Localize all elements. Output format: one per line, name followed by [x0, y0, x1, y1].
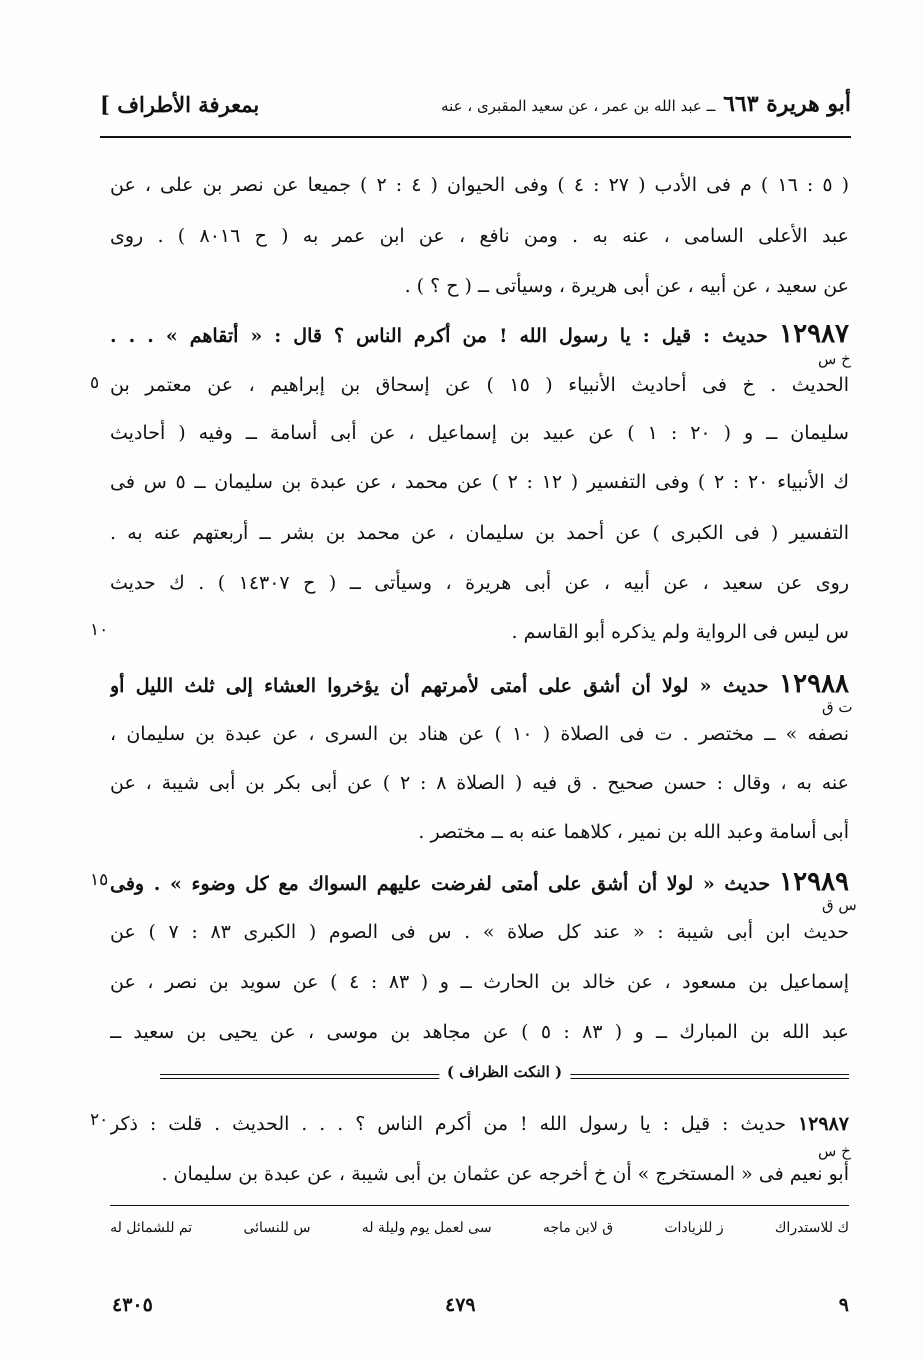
entry-number: ١٢٩٨٨ — [779, 669, 849, 699]
sigla-marker: س ق — [822, 896, 857, 914]
folio-page-number: ٤٧٩ — [445, 1294, 476, 1316]
text-line: الحديث . خ فى أحاديث الأنبياء ( ١٥ ) عن إسحاق بن إبراهيم ، عن معتمر بن — [110, 374, 849, 396]
legend-item: ق لابن ماجه — [542, 1220, 614, 1236]
text-line: عبد الأعلى السامى ، عنه به . ومن نافع ، عن ابن عمر به ( ح ٨٠١٦ ) . روى — [110, 225, 849, 247]
note-entry-text: حديث : قيل : يا رسول الله ! من أكرم الناس ؟ . . . الحديث . قلت : ذكر — [110, 1113, 787, 1135]
text-line: عبد الله بن المبارك ــ و ( ٨٣ : ٥ ) عن مجاهد بن موسى ، عن يحيى بن سعيد ــ — [110, 1021, 849, 1043]
sigla-marker: ت ق — [822, 698, 853, 716]
text-line: التفسير ( فى الكبرى ) عن أحمد بن سليمان ، عن محمد بن بشر ــ أربعتهم عنه به . — [110, 522, 849, 544]
text-line: ك الأنبياء ٢٠ : ٢ ) وفى التفسير ( ١٢ : ٢ ) عن محمد ، عن عبدة بن سليمان ــ ٥ س فى — [110, 471, 849, 493]
text-line: س ليس فى الرواية ولم يذكره أبو القاسم . — [511, 621, 849, 643]
header-center-main: أبو هريرة ٦٦٣ — [723, 91, 851, 117]
text-line: ( ٥ : ١٦ ) م فى الأدب ( ٢٧ : ٤ ) وفى الحيوان ( ٤ : ٢ ) جميعا عن نصر بن على ، عن — [110, 174, 849, 196]
text-line: حديث ابن أبى شيبة : « عند كل صلاة » . س فى الصوم ( الكبرى ٨٣ : ٧ ) عن — [110, 921, 849, 943]
sigla-marker: خ س — [818, 1142, 851, 1160]
margin-line-number: ٢٠ — [90, 1110, 109, 1130]
note-entry-line — [110, 1104, 849, 1144]
footnote-rule — [110, 1205, 849, 1206]
entry-text: حديث : قيل : يا رسول الله ! من أكرم الناس ؟ قال : « أتقاهم » . . . — [110, 325, 768, 347]
entry-number: ١٢٩٨٩ — [779, 867, 849, 897]
text-line: عن سعيد ، عن أبيه ، عن أبى هريرة ، وسيأتى ــ ( ح ؟ ) . — [404, 275, 849, 297]
entry-text: حديث « لولا أن أشق على أمتى لفرضت عليهم السواك مع كل وضوء » . وفى — [110, 873, 771, 895]
separator-label: ( النكت الظراف ) — [439, 1063, 570, 1081]
text-line: أبى أسامة وعبد الله بن نمير ، كلاهما عنه به ــ مختصر . — [418, 821, 849, 843]
margin-line-number: ١٥ — [90, 870, 109, 890]
entry-text: حديث « لولا أن أشق على أمتى لأمرتهم أن يؤخروا العشاء إلى ثلث الليل أو — [110, 675, 769, 697]
legend-item: سى لعمل يوم وليلة له — [361, 1220, 492, 1236]
text-line: إسماعيل بن مسعود ، عن خالد بن الحارث ــ و ( ٨٣ : ٤ ) عن سويد بن نصر ، عن — [110, 971, 849, 993]
section-separator — [160, 1065, 849, 1089]
legend-item: س للنسائى — [243, 1220, 311, 1236]
legend-item: ك للاستدراك — [774, 1220, 849, 1236]
running-header — [100, 84, 851, 124]
entry-line — [110, 664, 849, 704]
entry-line — [110, 862, 849, 902]
entry-line — [110, 314, 849, 354]
folio-sequence-number: ٤٣٠٥ — [112, 1294, 153, 1316]
text-line: عنه به ، وقال : حسن صحيح . ق فيه ( الصلاة ٨ : ٢ ) عن أبى بكر بن أبى شيبة ، عن — [110, 772, 849, 794]
header-center — [441, 91, 851, 117]
text-line: نصفه » ــ مختصر . ت فى الصلاة ( ١٠ ) عن هناد بن السرى ، عن عبدة بن سليمان ، — [110, 723, 849, 745]
entry-number: ١٢٩٨٧ — [779, 319, 849, 349]
note-entry-number: ١٢٩٨٧ — [797, 1113, 849, 1135]
header-center-sub: ــ عبد الله بن عمر ، عن سعيد المقبرى ، عنه — [441, 97, 716, 115]
header-rule — [100, 136, 851, 138]
text-line: أبو نعيم فى « المستخرج » أن خ أخرجه عن عثمان بن أبى شيبة ، عن عبدة بن سليمان . — [161, 1163, 849, 1185]
header-right-title: بمعرفة الأطراف ] — [100, 91, 260, 117]
margin-line-number: ١٠ — [90, 620, 109, 640]
legend-item: تم للشمائل له — [110, 1220, 193, 1236]
legend-item: ز للزيادات — [664, 1220, 724, 1236]
margin-line-number: ٥ — [90, 373, 100, 393]
text-line: سليمان ــ و ( ٢٠ : ١ ) عن عبيد بن إسماعيل ، عن أبى أسامة ــ وفيه ( أحاديث — [110, 422, 849, 444]
sigla-marker: خ س — [818, 350, 851, 368]
text-line: روى عن سعيد ، عن أبيه ، عن أبى هريرة ، وسيأتى ــ ( ح ١٤٣٠٧ ) . ك حديث — [110, 572, 849, 594]
sigla-legend — [110, 1220, 849, 1244]
folio-volume-number: ٩ — [838, 1294, 849, 1316]
